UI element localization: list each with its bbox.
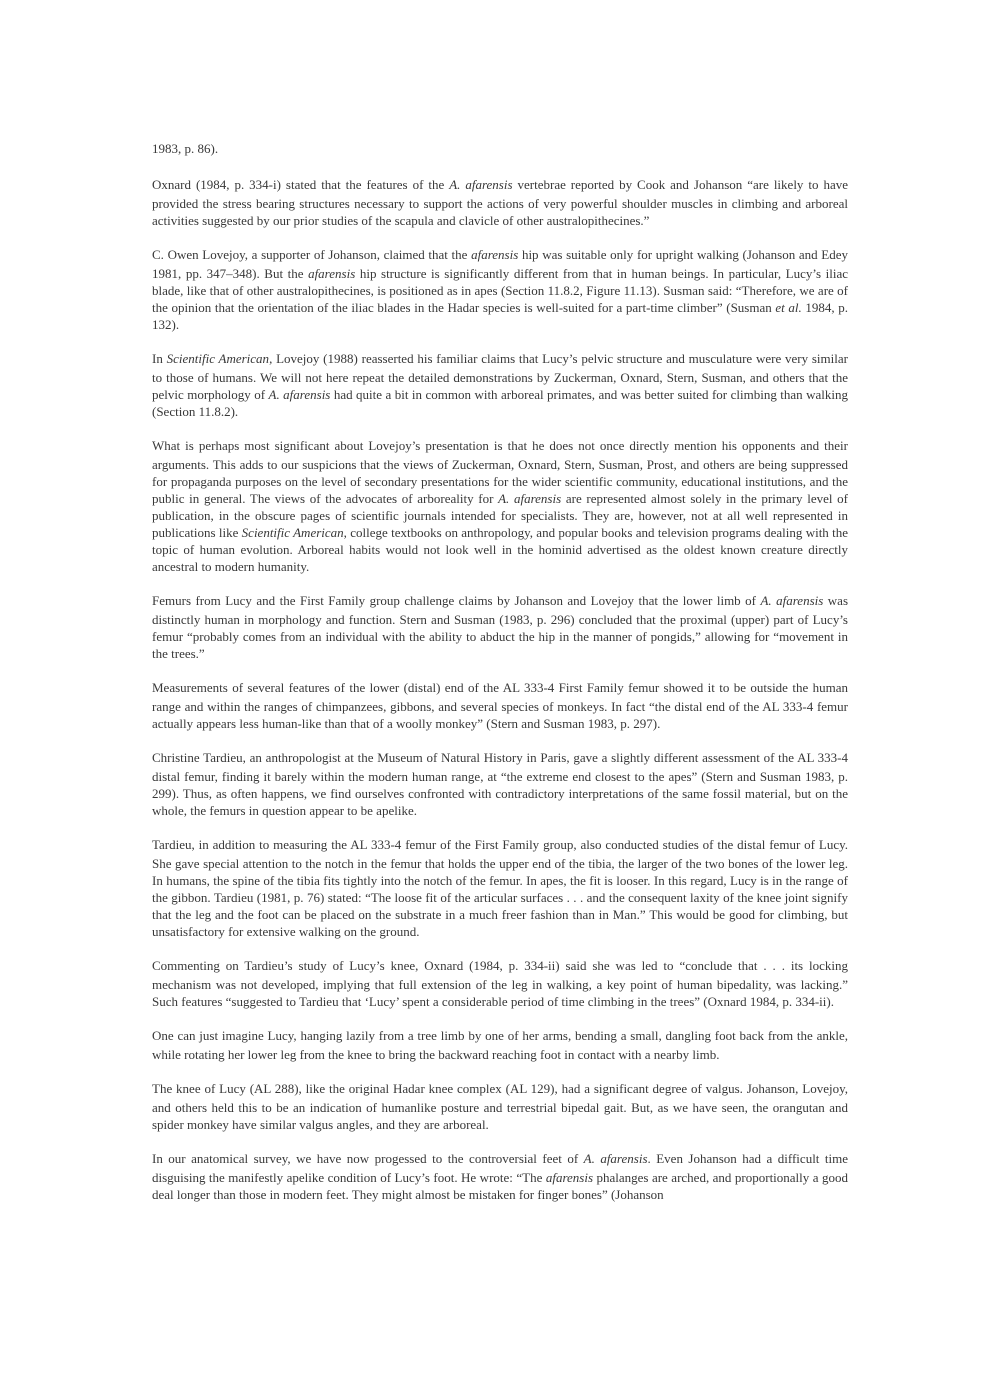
text-run: 1983, p. 86). <box>152 141 219 156</box>
text-run: , Lovejoy (1988) reasserted his familiar claims that Lucy’s pelvic structure and musculature were very similar to those of humans. We will not here repeat the detailed demonstrations by Zuckerman, Oxnard, Stern, Susman, and others that the pelvic morphology of <box>152 351 848 402</box>
text-run: , college textbooks on anthropology, and popular books and television programs dealing with the topic of human evolution. Arboreal habits would not look well in the hominid advertised as the oldest known creature directly ancestral to modern humanity. <box>152 525 848 574</box>
text-run: was distinctly human in morphology and function. Stern and Susman (1983, p. 296) concluded that the proximal (upper) part of Lucy’s femur “probably comes from an individual with the ability to abduct the hip in the manner of pongids,” allowing for “movement in the trees.” <box>152 593 849 661</box>
text-run: In our anatomical survey, we have now progessed to the controversial feet of <box>152 1151 584 1166</box>
paragraph <box>152 244 848 333</box>
italic-text-run: A. afarensis <box>268 387 331 402</box>
text-run: . Even Johanson had a difficult time disguising the manifestly apelike condition of Lucy’s foot. He wrote: “The <box>152 1151 848 1185</box>
paragraph <box>152 174 848 229</box>
italic-text-run: et al. <box>775 300 802 315</box>
paragraph <box>152 1078 848 1133</box>
italic-text-run: afarensis <box>545 1170 594 1185</box>
text-run: hip structure is significantly different from that in human beings. In particular, Lucy’s iliac blade, like that of other australopithecines, is positioned as in apes (Section 11.8.2, Figure 11.13). Susman said: “Therefore, we are of the opinion that the orientation of the iliac blades in the Hadar species is well-suited for a part-time climber” (Susman <box>152 266 848 315</box>
paragraph <box>152 138 848 159</box>
text-run: hip was suitable only for upright walking (Johanson and Edey 1981, pp. 347–348). But the <box>152 247 848 281</box>
text-run: Femurs from Lucy and the First Family group challenge claims by Johanson and Lovejoy that the lower limb of <box>152 593 761 608</box>
italic-text-run: afarensis <box>308 266 356 281</box>
paragraph <box>152 747 848 819</box>
italic-text-run: A. afarensis <box>498 491 562 506</box>
italic-text-run: A. afarensis <box>760 593 824 608</box>
paragraph <box>152 677 848 732</box>
text-run: Christine Tardieu, an anthropologist at the Museum of Natural History in Paris, gave a slightly different assessment of the AL 333-4 distal femur, finding it barely within the modern human range, at “the extreme end closest to the apes” (Stern and Susman 1983, p. 299). Thus, as often happens, we find ourselves confronted with contradictory interpretations of the same fossil material, but on the whole, the femurs in question appear to be apelike. <box>152 750 848 818</box>
paragraph <box>152 955 848 1010</box>
text-run: C. Owen Lovejoy, a supporter of Johanson, claimed that the <box>152 247 472 262</box>
paragraph <box>152 435 848 575</box>
text-run: are represented almost solely in the primary level of publication, in the obscure pages of scientific journals intended for specialists. They are, however, not at all well represented in publications like <box>152 491 848 540</box>
text-run: One can just imagine Lucy, hanging lazily from a tree limb by one of her arms, bending a small, dangling foot back from the ankle, while rotating her lower leg from the knee to bring the backward reaching foot in contact with a nearby limb. <box>152 1028 848 1062</box>
paragraph <box>152 1148 848 1203</box>
text-run: In <box>152 351 167 366</box>
text-run: Tardieu, in addition to measuring the AL 333-4 femur of the First Family group, also conducted studies of the distal femur of Lucy. She gave special attention to the notch in the femur that holds the upper end of the tibia, the larger of the two bones of the lower leg. In humans, the spine of the tibia fits tightly into the notch of the femur. In apes, the fit is looser. In this regard, Lucy is in the range of the gibbon. Tardieu (1981, p. 76) stated: “The loose fit of the articular surfaces . . . and the consequent laxity of the knee joint signify that the leg and the foot can be placed on the substrate in a much freer fashion than in Man.” This would be good for climbing, but unsatisfactory for extensive walking on the ground. <box>152 837 848 939</box>
italic-text-run: A. afarensis <box>583 1151 648 1166</box>
document-body <box>152 138 848 1218</box>
italic-text-run: Scientific American <box>166 351 270 366</box>
paragraph <box>152 348 848 420</box>
italic-text-run: A. afarensis <box>449 177 513 192</box>
italic-text-run: afarensis <box>471 247 519 262</box>
text-run: 1984, p. 132). <box>152 300 848 332</box>
text-run: phalanges are arched, and proportionally a good deal longer than those in modern feet. They might almost be mistaken for finger bones” (Johanson <box>152 1170 849 1202</box>
paragraph <box>152 590 848 662</box>
text-run: Measurements of several features of the lower (distal) end of the AL 333-4 First Family femur showed it to be outside the human range and within the ranges of chimpanzees, gibbons, and several species of monkeys. In fact “the distal end of the AL 333-4 femur actually appears less human-like than that of a woolly monkey” (Stern and Susman 1983, p. 297). <box>152 680 848 731</box>
text-run: Commenting on Tardieu’s study of Lucy’s knee, Oxnard (1984, p. 334-ii) said she was led to “conclude that . . . its locking mechanism was not developed, implying that full extension of the leg in walking, a key point of human bipedality, was lacking.” Such features “suggested to Tardieu that ‘Lucy’ spent a considerable period of time climbing in the trees” (Oxnard 1984, p. 334-ii). <box>152 958 848 1009</box>
text-run: vertebrae reported by Cook and Johanson “are likely to have provided the stress bearing structures necessary to support the actions of very powerful shoulder muscles in climbing and arboreal activities suggested by our prior studies of the scapula and clavicle of other australopithecines.” <box>152 177 848 228</box>
text-run: had quite a bit in common with arboreal primates, and was better suited for climbing than walking (Section 11.8.2). <box>152 387 848 419</box>
italic-text-run: Scientific American <box>241 525 344 540</box>
paragraph <box>152 834 848 940</box>
paragraph <box>152 1025 848 1063</box>
text-run: The knee of Lucy (AL 288), like the original Hadar knee complex (AL 129), had a significant degree of valgus. Johanson, Lovejoy, and others held this to be an indication of humanlike posture and terrestrial bipedal gait. But, as we have seen, the orangutan and spider monkey have similar valgus angles, and they are arboreal. <box>152 1081 848 1132</box>
text-run: Oxnard (1984, p. 334-i) stated that the features of the <box>152 177 450 192</box>
text-run: What is perhaps most significant about Lovejoy’s presentation is that he does not once directly mention his opponents and their arguments. This adds to our suspicions that the views of Zuckerman, Oxnard, Stern, Susman, Prost, and others are being suppressed for propaganda purposes on the level of secondary presentations for the wider scientific community, educational institutions, and the public in general. The views of the advocates of arboreality for <box>152 438 848 506</box>
